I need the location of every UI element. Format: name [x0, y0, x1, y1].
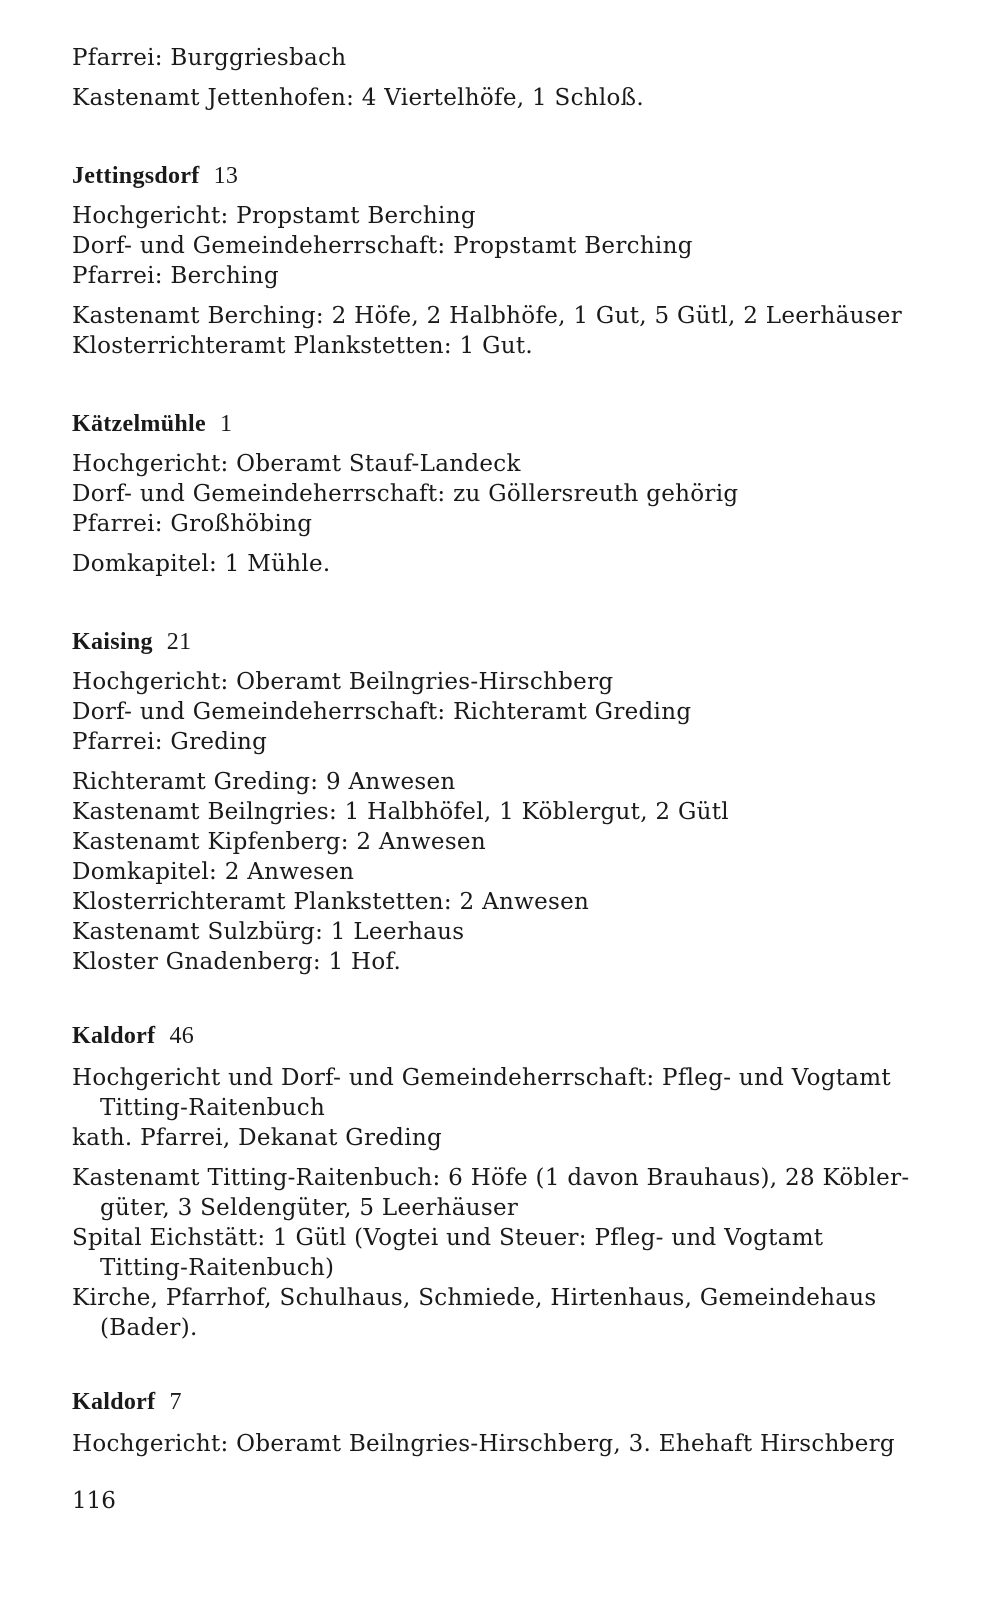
- text-line: Domkapitel: 2 Anwesen: [72, 859, 355, 885]
- text-line: Hochgericht: Propstamt Berching: [72, 203, 476, 229]
- entry-heading: [72, 628, 191, 656]
- text-line: Domkapitel: 1 Mühle.: [72, 551, 331, 577]
- place-count: 21: [166, 629, 192, 655]
- text-line: Kastenamt Kipfenberg: 2 Anwesen: [72, 829, 486, 855]
- place-name: Kaldorf: [72, 1389, 156, 1415]
- text-line: Hochgericht und Dorf- und Gemeindeherrschaft: Pfleg- und Vogtamt: [72, 1065, 891, 1091]
- text-line: (Bader).: [100, 1315, 198, 1341]
- place-count: 1: [219, 411, 233, 437]
- text-line: Klosterrichteramt Plankstetten: 1 Gut.: [72, 333, 534, 359]
- entry-heading: [72, 162, 238, 190]
- text-line: Kastenamt Sulzbürg: 1 Leerhaus: [72, 919, 465, 945]
- place-count: 46: [169, 1023, 195, 1049]
- text-line: Hochgericht: Oberamt Beilngries-Hirschberg: [72, 669, 614, 695]
- text-line: Titting-Raitenbuch): [100, 1255, 335, 1281]
- place-name: Kätzelmühle: [72, 411, 206, 437]
- text-line: Pfarrei: Berching: [72, 263, 279, 289]
- text-line: Kastenamt Titting-Raitenbuch: 6 Höfe (1 davon Brauhaus), 28 Köbler-: [72, 1165, 910, 1191]
- text-line: Kloster Gnadenberg: 1 Hof.: [72, 949, 402, 975]
- text-line: Kastenamt Beilngries: 1 Halbhöfel, 1 Köblergut, 2 Gütl: [72, 799, 729, 825]
- text-line: Pfarrei: Greding: [72, 729, 268, 755]
- text-line: Dorf- und Gemeindeherrschaft: Propstamt Berching: [72, 233, 693, 259]
- text-line: Dorf- und Gemeindeherrschaft: Richteramt Greding: [72, 699, 692, 725]
- text-line: Kastenamt Jettenhofen: 4 Viertelhöfe, 1 Schloß.: [72, 85, 644, 111]
- document-page: [72, 0, 952, 1622]
- entry-heading: [72, 1022, 194, 1050]
- place-name: Kaising: [72, 629, 153, 655]
- page-number: 116: [72, 1488, 116, 1514]
- text-line: Titting-Raitenbuch: [100, 1095, 326, 1121]
- text-line: Dorf- und Gemeindeherrschaft: zu Göllersreuth gehörig: [72, 481, 739, 507]
- text-line: Hochgericht: Oberamt Stauf-Landeck: [72, 451, 521, 477]
- place-name: Kaldorf: [72, 1023, 156, 1049]
- text-line: Kastenamt Berching: 2 Höfe, 2 Halbhöfe, 1 Gut, 5 Gütl, 2 Leerhäuser: [72, 303, 903, 329]
- entry-heading: [72, 410, 232, 438]
- text-line: Klosterrichteramt Plankstetten: 2 Anwesen: [72, 889, 590, 915]
- text-line: Pfarrei: Burggriesbach: [72, 45, 347, 71]
- text-line: kath. Pfarrei, Dekanat Greding: [72, 1125, 442, 1151]
- place-count: 7: [169, 1389, 182, 1415]
- text-line: Hochgericht: Oberamt Beilngries-Hirschberg, 3. Ehehaft Hirschberg: [72, 1431, 895, 1457]
- place-name: Jettingsdorf: [72, 163, 200, 189]
- text-line: Kirche, Pfarrhof, Schulhaus, Schmiede, Hirtenhaus, Gemeindehaus: [72, 1285, 877, 1311]
- place-count: 13: [213, 163, 239, 189]
- text-line: Richteramt Greding: 9 Anwesen: [72, 769, 456, 795]
- text-line: güter, 3 Seldengüter, 5 Leerhäuser: [100, 1195, 519, 1221]
- text-line: Pfarrei: Großhöbing: [72, 511, 313, 537]
- entry-heading: [72, 1388, 182, 1416]
- text-line: Spital Eichstätt: 1 Gütl (Vogtei und Steuer: Pfleg- und Vogtamt: [72, 1225, 824, 1251]
